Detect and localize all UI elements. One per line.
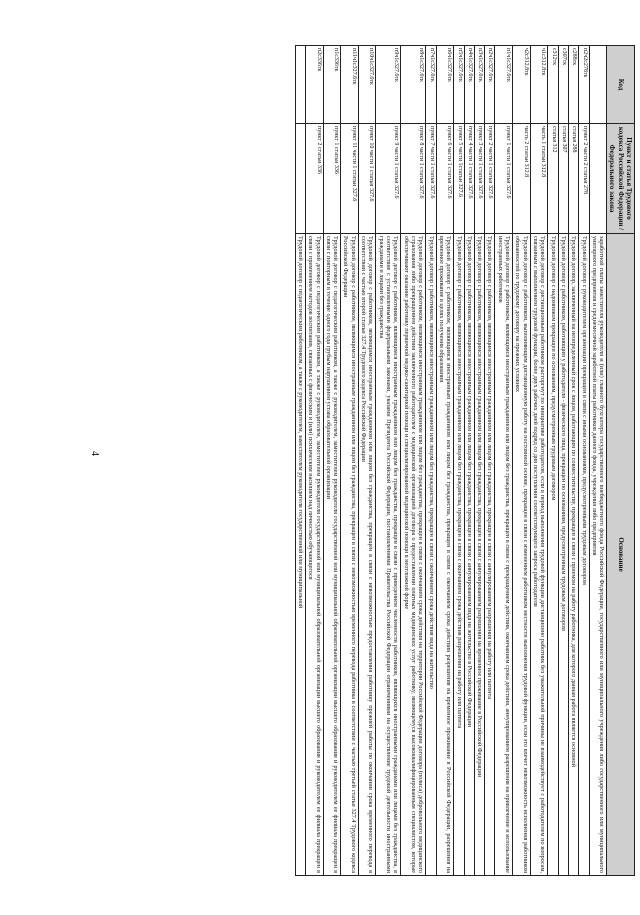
- item-cell: пункт 9 части 1 статьи 327.6: [376, 124, 401, 234]
- table-row: [454, 46, 464, 876]
- item-cell: пункт 8 части 1 статьи 327.6: [401, 124, 426, 234]
- item-cell: пункт 3 части 1 статьи 327.6: [474, 124, 484, 234]
- table-row: [589, 46, 607, 876]
- basis-cell: Трудовой договор с работником, выполняющим дистанционную работу на постоянной основе, прекращен в связи с изменением работником местности выполнения трудовой функции, если это влечет невозможность исполнения работником обязанностей по трудовому договору на прежних условиях: [513, 234, 531, 876]
- basis-cell: Трудовой договор с дистанционным работником расторгнут по инициативе работодателя, если в период выполнения трудовой функции дистанционно работник без уважительной причины не взаимодействует с работодателем по вопросам, связанным с выполнением трудовой функции, более двух рабочих дней подряд со дня поступления соответствующего запроса работодателя: [530, 234, 548, 876]
- basis-cell: Трудовой договор с работником, работающим у работодателя - физического лица, прекращен по основаниям, предусмотренным трудовым договором: [558, 234, 568, 876]
- basis-cell: Трудовой договор с работником, являющимся иностранным гражданином или лицом без гражданства, прекращен в связи с аннулированием разрешения на временное проживание в Российской Федерации: [474, 234, 484, 876]
- code-cell: п2с336тк: [305, 46, 323, 124]
- table-row: [513, 46, 531, 876]
- code-cell: с288тк: [569, 46, 579, 124]
- code-cell: ч1с312.8тк: [530, 46, 548, 124]
- basis-cell: Трудовой договор с работником, являющимся иностранным гражданином или лицом без гражданства, прекращен в связи с окончанием срока действия на территории Российской Федерации договора (полиса) добровольного медицинского страхования либо прекращением действия заключенного работодателем с медицинской организацией договора о предоставлении платных медицинских услуг работнику, являющемуся высококвалифицированным специалистом, которые обеспечивают оказание работнику первичной медико-санитарной помощи и специализированной медицинской помощи в неотложной форме: [401, 234, 426, 876]
- table-header-row: [607, 46, 635, 876]
- code-cell: с307тк: [558, 46, 568, 124]
- code-cell: п4ч1с327.6тк: [464, 46, 474, 124]
- code-cell: п1с336тк: [323, 46, 341, 124]
- code-cell: с312тк: [548, 46, 558, 124]
- table-row: [464, 46, 474, 876]
- table-row: [485, 46, 495, 876]
- basis-cell: Трудовой договор с педагогическим работником, а также с руководителем, заместителем руководителя государственной или муниципальной образовательной организации высшего образования и руководителем ее филиала прекращен в связи с повторным в течение одного года грубым нарушением устава образовательной организации: [323, 234, 341, 876]
- basis-cell: Трудовой договор с работником, являющимся иностранным гражданином или лицом без гражданства, прекращен в связи с окончанием срока действия разрешения на работу или патента: [454, 234, 464, 876]
- table-row: [495, 46, 513, 876]
- code-cell: п8ч1с327.6тк: [401, 46, 426, 124]
- code-cell: [589, 46, 607, 124]
- table-row: [401, 46, 426, 876]
- item-cell: пункт 2 части 1 статьи 327.6: [485, 124, 495, 234]
- code-cell: п5ч1с327.6тк: [454, 46, 464, 124]
- table-row: [305, 46, 323, 876]
- code-cell: п2ч2с278тк: [579, 46, 589, 124]
- item-cell: пункт 2 части 2 статьи 278: [579, 124, 589, 234]
- basis-cell: Трудовой договор с работником, являющимся иностранным гражданином или лицом без гражданства, прекращен в связи с окончанием срока действия вида на жительство: [426, 234, 436, 876]
- item-cell: [295, 124, 305, 234]
- item-cell: часть 2 статьи 312.8: [513, 124, 531, 234]
- item-cell: статья 288: [569, 124, 579, 234]
- table-row: [558, 46, 568, 876]
- code-cell: ч2с312.8тк: [513, 46, 531, 124]
- code-cell: п3ч1с327.6тк: [474, 46, 484, 124]
- item-cell: пункт 1 статьи 336: [323, 124, 341, 234]
- basis-cell: Трудовой договор с работником, являющимся иностранным гражданином или лицом без гражданства, прекращен в связи с аннулированием разрешения на работу или патента: [485, 234, 495, 876]
- item-cell: [589, 124, 607, 234]
- item-cell: пункт 1 части 1 статьи 327.6: [495, 124, 513, 234]
- table-row: [569, 46, 579, 876]
- table-row: [530, 46, 548, 876]
- header-basis: Основание: [607, 234, 635, 876]
- header-item: Пункт и статья Трудового кодекса Российской Федерации / Федерального закона: [607, 124, 635, 234]
- basis-cell: Трудовой договор с работником, являющимся иностранным гражданином или лицом без гражданства, прекращен в связи с приведением численности работников, являющихся иностранными гражданами или лицами без гражданства, в соответствие с установленными федеральными законами, указами Президента Российской Федерации, постановлениями Правительства Российской Федерации ограничениями на осуществление трудовой деятельности иностранными гражданами и лицами без гражданства: [376, 234, 401, 876]
- table-row: [436, 46, 454, 876]
- table-row: [341, 46, 359, 876]
- item-cell: пункт 7 части 1 статьи 327.6: [426, 124, 436, 234]
- basis-cell: Трудовой договор с педагогическим работником, а также с руководителем, заместителем руководителя государственной или муниципальной образовательной организации высшего образования и руководителем ее филиала прекращен в связи с применением методов воспитания, связанных с физическим и (или) психическим насилием над личностью обучающегося: [305, 234, 323, 876]
- item-cell: пункт 4 части 1 статьи 327.6: [464, 124, 474, 234]
- table-row: [548, 46, 558, 876]
- basis-cell: Трудовой договор с руководителем организации прекращен в связи с иными основаниями, предусмотренными трудовым договором: [579, 234, 589, 876]
- code-cell: п2ч1с327.6тк: [485, 46, 495, 124]
- table-row: [295, 46, 305, 876]
- code-cell: п6ч1с327.6тк: [436, 46, 454, 124]
- item-cell: пункт 2 статьи 336: [305, 124, 323, 234]
- header-code: Код: [607, 46, 635, 124]
- item-cell: пункт 5 части 1статьи 327.6: [454, 124, 464, 234]
- code-cell: п1ч1с327.6тк: [495, 46, 513, 124]
- item-cell: статья 312: [548, 124, 558, 234]
- item-cell: пункт 11 части 1 статьи 327.6: [341, 124, 359, 234]
- item-cell: пункт 6 части 1 статьи 327.6: [436, 124, 454, 234]
- basis-cell: Трудовой договор с работником, являющимся иностранным гражданином или лицом без гражданства, прекращен в связи с невозможностью предоставления работнику прежней работы по окончании срока временного перевода в соответствии с частью второй статьи 327.4 Трудового кодекса Российской Федерации: [358, 234, 376, 876]
- basis-cell: заработной платы заместителя руководителя и (или) главного бухгалтера государственного внебюджетного фонда Российской Федерации, государственного или муниципального учреждения либо государственного или муниципального унитарного предприятия и среднемесячной заработной платы работников данного фонда, учреждения либо предприятия: [589, 234, 607, 876]
- item-cell: пункт 10 части 1 статьи 327.6: [358, 124, 376, 234]
- code-cell: [295, 46, 305, 124]
- item-cell: часть 1 статьи 312.8: [530, 124, 548, 234]
- table-row: [323, 46, 341, 876]
- code-cell: п10ч1с327.6тк: [358, 46, 376, 124]
- table-row: [474, 46, 484, 876]
- basis-cell: Трудовой договор с педагогическим работником, а также с руководителем, заместителем руководителя государственной или муниципальной: [295, 234, 305, 876]
- table-row: [579, 46, 589, 876]
- basis-cell: Трудовой договор с работником, являющимся иностранным гражданином или лицом без гражданства, прекращен в связи с невозможностью временного перевода работника в соответствии с частью третьей статьи 327.4 Трудового кодекса Российской Федерации: [341, 234, 359, 876]
- code-cell: п11ч1с327.6тк: [341, 46, 359, 124]
- basis-cell: Трудовой договор с работником, являющимся иностранным гражданином или лицом без гражданства, прекращен в связи с окончанием срока действия разрешения на временное проживание в Российской Федерации, разрешения на временное проживание в целях получения образования: [436, 234, 454, 876]
- item-cell: статья 307: [558, 124, 568, 234]
- code-cell: п9ч1с327.6тк: [376, 46, 401, 124]
- document-sheet: [80, 45, 635, 875]
- table-row: [426, 46, 436, 876]
- termination-grounds-table: [295, 45, 635, 876]
- table-row: [376, 46, 401, 876]
- table-row: [358, 46, 376, 876]
- code-cell: п7ч1с327.6тк: [426, 46, 436, 124]
- page-number: 4: [89, 451, 100, 456]
- basis-cell: Трудовой договор с работником, являющимся иностранным гражданином или лицом без гражданства, прекращен в связи с аннулированием вида на жительство в Российской Федерации: [464, 234, 474, 876]
- basis-cell: Трудовой договор, заключенный на неопределенный срок с лицом, работающим по совместительству, прекращен в связи с приемом на работу работника, для которого данная работа является основной: [569, 234, 579, 876]
- basis-cell: Трудовой договор с надомником прекращен по основаниям, предусмотренным трудовым договором: [548, 234, 558, 876]
- basis-cell: Трудовой договор с работником, являющимся иностранным гражданином или лицом без гражданства, прекращен в связи с прекращением действия, окончанием срока действия, аннулированием разрешения на привлечение и использование иностранных работников: [495, 234, 513, 876]
- table-body: [295, 46, 607, 876]
